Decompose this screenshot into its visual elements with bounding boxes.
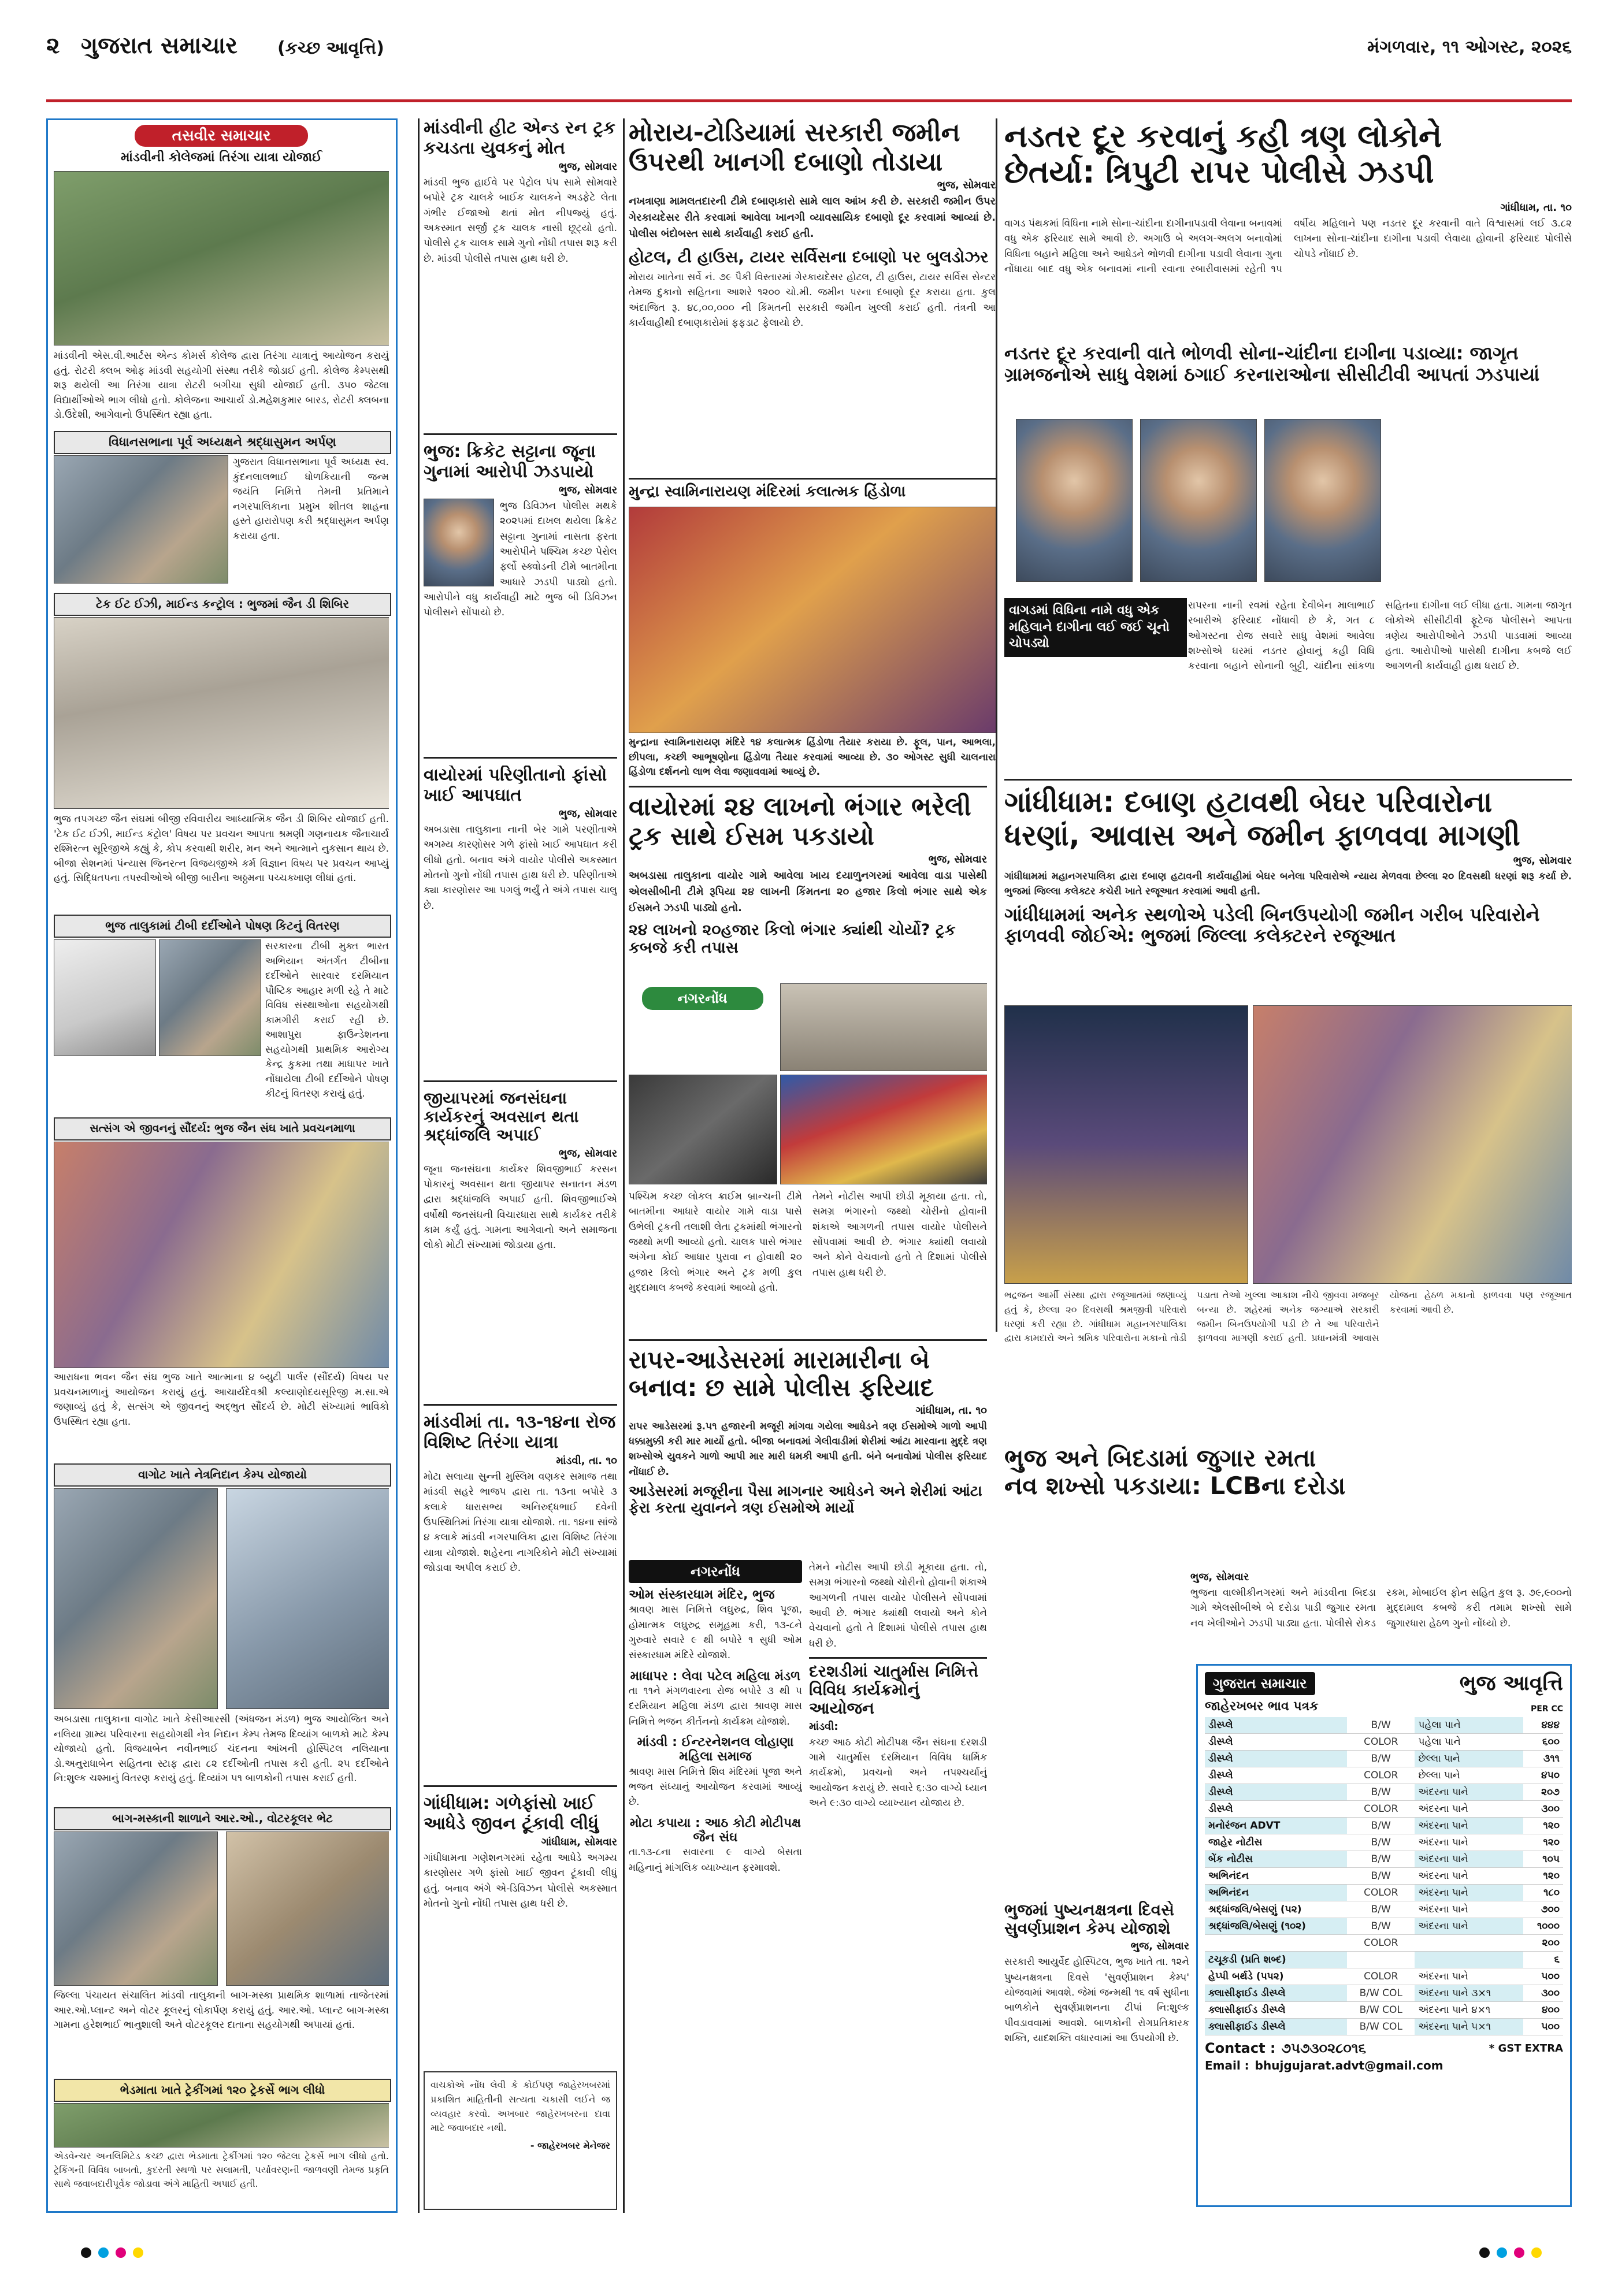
caption: માંડવીની એસ.વી.આર્ટસ એન્ડ કોમર્સ કોલેજ દ્વારા તિરંગા યાત્રાનું આયોજન કરાયું હતું. રોટરી ક્લબ ઓફ માંડવી સહયોગી સંસ્થા તરીકે જોડાઈ હતી. કોલેજ કેમ્પસથી શરૂ થયેલી આ તિરંગા યાત્રા રોટરી બગીચા સુધી યોજાઈ હતી. ૩૫૦ જેટલા વિદ્યાર્થીઓએ ભાગ લીધો હતો. કોલેજના આચાર્ય ડો.મહેશકુમાર બારડ, રોટરી ક્લબના ડો.ઉદેશી, આગેવાનો ઉપસ્થિત રહ્યા હતા. [54, 350, 389, 421]
rate-color-mode: COLOR [1347, 1885, 1415, 1901]
article-body: મોટા સલાયા સુન્ની મુસ્લિમ વણકર સમાજ તથા માંડવી સહરે ભાજપ દ્વારા તા. ૧૩ના બપોરે ૩ કલાકે ધારાસભ્ય અનિરુદ્ધભાઈ દવેની ઉપસ્થિતિમાં તિરંગા યાત્રા યોજાશે. તા. ૧૪ના સાંજે ૪ કલાકે માંડવી નગરપાલિકા દ્વારા વિશિષ્ટ તિરંગા યાત્રા યોજાશે. શહેરના નાગરિકોને મોટી સંખ્યામાં જોડાવા અપીલ કરાઈ છે. [424, 1471, 617, 1574]
truck-photo [780, 1075, 987, 1184]
lead-headline: વાયોરમાં ૨૪ લાખનો ભંગાર ભરેલી ટ્રક સાથે ઈસમ પકડાયો [629, 793, 971, 851]
story-tb-kit [54, 939, 389, 1113]
disclaimer-text: વાચકોએ નોંધ લેવી કે કોઈપણ જાહેરખબરમાં પ્રકાશિત માહિતીની સત્યતા ચકાસી લઈને જ વ્યવહાર કરવો. અખબાર જાહેરખબરના દાવા માટે જવાબદાર નથી. [431, 2079, 610, 2134]
rate-price: ૫૦૦ [1523, 1968, 1563, 1985]
notice-body: તા.૧૩-૮ના સવારના ૯ વાગ્યે બેસતા મહિનાનું માંગલિક વ્યાખ્યાન ફરમાવશે. [629, 1847, 802, 1874]
article-body: જૂના જનસંઘના કાર્યકર શિવજીભાઈ કરસન પોકારનું અવસાન થતા જીયાપર સનાતન મંડળ દ્વારા શ્રદ્ધાંજલિ અપાઈ હતી. શિવજીભાઈએ વર્ષોથી જનસંઘની વિચારધારા સાથે કાર્યકર તરીકે કામ કર્યું હતું. ગામના આગેવાનો અને સમાજના લોકો મોટી સંખ્યામાં જોડાયા હતા. [424, 1163, 617, 1251]
article-body: વાગડ પંથકમાં વિધિના નામે સોના-ચાંદીના દાગીનાપડાવી લેવાના બનાવમાં વધુ એક ફરિયાદ સામે આવી છે. અગાઉ બે અલગ-અલગ બનાવોમાં વિધિના બહાને મહિલા અને આધેડને ભોળવી દાગીના પડાવી લેવાના ગુના નોંધાયા બાદ વધુ એક બનાવમાં નાની રવાના રબારીવાસમાં રહેતી ૧૫ વર્ષીય મહિલાને પણ નડતર દૂર કરવાની વાતે વિશ્વાસમાં લઈ ૩.૮૨ લાખના સોના-ચાંદીના દાગીના પડાવી લેવાયા હોવાની ફરિયાદ પોલીસે ચોપડે નોંધાઈ છે. [1004, 218, 1572, 276]
rate-ad-type: ક્લાસીફાઈડ ડીસ્પ્લે [1205, 2002, 1347, 2019]
article-body: ભુજ ડિવિઝન પોલીસ મથકે ૨૦૨૫માં દાખલ થયેલા ક્રિકેટ સટ્ટાના ગુનામાં નાસતા ફરતા આરોપીને પશ્ચિમ કચ્છ પેરોલ ફર્લો સ્ક્વોડની ટીમે બાતમીના આધારે ઝડપી પાડ્યો હતો. આરોપીને વધુ કાર્યવાહી માટે ભુજ બી ડિવિઝન પોલીસને સોંપાયો છે. [424, 500, 617, 619]
article-body-continued: તેમને નોટીસ આપી છોડી મૂકાયા હતા. તો, સમગ્ર ભંગારનો જથ્થો ચોરીનો હોવાની શંકાએ આગળની તપાસ વાયોર પોલીસને સોંપવામાં આવી છે. ભંગાર ક્યાંથી લવાયો અને કોને વેચવાનો હતો તે દિશામાં પોલીસે તપાસ હાથ ધરી છે. [809, 1562, 987, 1649]
story-headline: સત્સંગ એ જીવનનું સૌંદર્ય: ભુજ જૈન સંઘ ખાતે પ્રવચનમાળા [54, 1117, 391, 1140]
rate-ad-type: ડીસ્પ્લે [1205, 1717, 1347, 1734]
caption: જિલ્લા પંચાયત સંચાલિત માંડવી તાલુકાની બાગ-મસ્કા પ્રાથમિક શાળામાં તાજેતરમાં આર.ઓ.પ્લાન્ટ અને વોટર કૂલરનું લોકાર્પણ કરાયું હતું. આર.ઓ. પ્લાન્ટ બાગ-મસ્કા ગામના હરેશભાઈ ભાનુશાલી અને વોટરકૂલર દાતાના સહયોગથી અપાયાં હતાં. [54, 1990, 389, 2031]
section-rule [1004, 779, 1572, 781]
rate-color-mode: B/W [1347, 1868, 1415, 1885]
photo [54, 455, 228, 584]
rate-price: ૩૦૦ [1523, 1801, 1563, 1818]
ad-disclaimer [424, 2071, 617, 2210]
rate-ad-type: ડીસ્પ્લે [1205, 1784, 1347, 1801]
rate-row [1205, 1784, 1563, 1801]
article-body: ગાંધીધામના ગણેશનગરમાં રહેતા આધેડે અગમ્ય કારણોસર ગળે ફાંસો ખાઈ જીવન ટૂંકાવી લીધું હતું. બનાવ અંગે એ-ડિવિઝન પોલીસે અકસ્માત મોતનો ગુનો નોંધી તપાસ હાથ ધરી છે. [424, 1852, 617, 1910]
police-station-photo [780, 983, 987, 1071]
rate-price: ૩૧૧ [1523, 1751, 1563, 1767]
caption: ગુજરાત વિધાનસભાના પૂર્વ અધ્યક્ષ સ્વ. કુંદનલાલભાઈ ધોળકિયાની જન્મ જયંતિ નિમિત્તે તેમની પ્રતિમાને નગરપાલિકાના પ્રમુખ શીતલ શાહના હસ્તે હારારોપણ કરી શ્રદ્ધાસુમન અર્પણ કરાયા હતા. [233, 456, 389, 542]
sub-headline: નડતર દૂર કરવાની વાતે ભોળવી સોના-ચાંદીના દાગીના પડાવ્યા: જાગૃત ગ્રામજનોએ સાધુ વેશમાં ઠગાઈ કરનારાઓના સીસીટીવી આપતાં ઝડપાયાં [1004, 342, 1540, 385]
section-rule [629, 786, 987, 787]
rate-ad-type: હેપ્પી બર્થડે (પપ૨) [1205, 1968, 1347, 1985]
story-suvarnaprashan [1004, 1901, 1189, 2207]
rate-color-mode: B/W [1347, 1901, 1415, 1918]
article-body: અબડાસા તાલુકાના નાની બેર ગામે પરણીતાએ અગમ્ય કારણોસર ગળે ફાંસો ખાઈ આપઘાત કરી લીધો હતો. બનાવ અંગે વાયોર પોલીસે અકસ્માત મોતનો ગુનો નોંધી તપાસ હાથ ધરી છે. પરિણીતાએ ક્યા કારણોસર આ પગલું ભર્યું તે અંગે તપાસ ચાલુ છે. [424, 824, 617, 912]
accused-photo-1 [1016, 419, 1133, 582]
story-headline: ભુજ તાલુકામાં ટીબી દર્દીઓને પોષણ કિટનું વિતરણ [54, 915, 391, 938]
lead-body [1004, 199, 1572, 338]
rate-row [1205, 1935, 1563, 1952]
rate-page: છેલ્લા પાને [1415, 1751, 1523, 1767]
rate-ad-type: શ્રદ્ધાંજલિ/બેસણું (૧૦૨) [1205, 1918, 1347, 1935]
rate-price: ૨૦૦ [1523, 1935, 1563, 1952]
article-headline: માંડવીની હીટ એન્ડ રન ટ્રક કચડતા યુવકનું મોત [424, 118, 615, 158]
article-hit-and-run [424, 118, 617, 430]
ad-rate-card [1196, 1664, 1572, 2207]
rate-page: પહેલા પાને [1415, 1717, 1523, 1734]
rate-price: ૧૦૫ [1523, 1851, 1563, 1868]
article-body: કચ્છ આઠ કોટી મોટીપક્ષ જૈન સંઘના દરશડી ગામે ચાતુર્માસ દરમિયાન વિવિધ ધાર્મિક કાર્યક્રમો, પ્રવચનો અને તપશ્ચર્યાનું આયોજન કરાયું છે. સવારે ૬:૩૦ વાગ્યે ધ્યાન અને ૯:૩૦ વાગ્યે વ્યાખ્યાન યોજાય છે. [809, 1736, 987, 1809]
article-body: તેમને નોટીસ આપી છોડી મૂકાયા હતા. તો, સમગ્ર ભંગારનો જથ્થો ચોરીનો હોવાની શંકાએ આગળની તપાસ વાયોર પોલીસને સોંપવામાં આવી છે. ભંગાર ક્યાંથી લવાયો અને કોને વેચવાનો હતો તે દિશામાં પોલીસે તપાસ હાથ ધરી છે. [812, 1191, 987, 1279]
article-body-continued: રાપરના નાની રવમાં રહેતા દેવીબેન માલાભાઈ રબારીએ ફરિયાદ નોંધાવી છે કે, ગત ૮ ઓગસ્ટના રોજ સવારે સાધુ વેશમાં આવેલા શખ્સોએ ઘરમાં નડતર હોવાનું કહી વિધિ કરવાના બહાને સોનાની બુટ્ટી, ચાંદીના સાંકળા સહિતના દાગીના લઈ લીધા હતા. ગામના જાગૃત લોકોએ સીસીટીવી ફૂટેજ પોલીસને આપતા ત્રણેય આરોપીઓને ઝડપી પાડવામાં આવ્યા હતા. આરોપીઓ પાસેથી દાગીના કબજે લઈ આગળની કાર્યવાહી હાથ ધરાઈ છે. [1188, 600, 1572, 673]
article-body: મોરાય ખાતેના સર્વે નં. ૭૯ પૈકી વિસ્તારમાં ગેરકાયદેસર હોટલ, ટી હાઉસ, ટાયર સર્વિસ સેન્ટર તેમજ દુકાનો સહિતના આશરે ૧૨૦૦ ચો.મી. જમીન પરના દબાણો દૂર કરાયા હતા. કુલ અંદાજિત રૂ. ૪૮,૦૦,૦૦૦ ની કિંમતની સરકારી જમીન ખુલ્લી કરાઈ હતી. તંત્રની આ કાર્યવાહીથી દબાણકારોમાં ફફડાટ ફેલાયો છે. [629, 272, 996, 329]
article-dateline: ભુજ, સોમવાર [558, 1147, 617, 1160]
photo [424, 499, 494, 586]
rate-row [1205, 2002, 1563, 2019]
rate-page [1415, 1952, 1523, 1968]
rate-color-mode: B/W COL [1347, 2002, 1415, 2019]
rate-page: છેલ્લા પાને [1415, 1767, 1523, 1784]
rate-ad-type: ટચૂકડી (પ્રતિ શબ્દ) [1205, 1952, 1347, 1968]
rate-row [1205, 1818, 1563, 1834]
article-headline: વાયોરમાં પરિણીતાનો ફાંસો ખાઈ આપઘાત [424, 766, 607, 805]
rate-table [1205, 1717, 1563, 2035]
article-body: પશ્ચિમ કચ્છ લોકલ ક્રાઈમ બ્રાન્ચની ટીમે બાતમીના આધારે વાયોર ગામે વાડા પાસે ઉભેલી ટ્રકની તલાશી લેતા ટ્રકમાંથી ભંગારનો જથ્થો મળી આવ્યો હતો. ચાલક પાસે ભંગાર અંગેના કોઈ આધાર પુરાવા ન હોવાથી ૨૦ હજાર કિલો ભંગાર અને ટ્રક મળી કુલ મુદ્દામાલ કબજે કરવામાં આવ્યો હતો. [629, 1191, 802, 1294]
rate-ad-type: ડીસ્પ્લે [1205, 1734, 1347, 1751]
rate-page: અંદરના પાને [1415, 1801, 1523, 1818]
article-headline: ભુજમાં પુષ્યનક્ષત્રના દિવસે સુવર્ણપ્રાશન કેમ્પ યોજાશે [1004, 1901, 1174, 1938]
rate-page: અંદરના પાને [1415, 1784, 1523, 1801]
article-dateline: ભુજ, સોમવાર [1130, 1940, 1189, 1953]
rate-row [1205, 1918, 1563, 1935]
article-dateline: ભુજ, સોમવાર [558, 484, 617, 496]
rate-color-mode: COLOR [1347, 1767, 1415, 1784]
news-column-2 [424, 118, 617, 2213]
photo [226, 1488, 389, 1709]
rate-page: અંદરના પાને ૫×૧ [1415, 2019, 1523, 2035]
article-tiranga-mandvi [424, 1413, 617, 1782]
rate-ad-type: ડીસ્પ્લે [1205, 1767, 1347, 1784]
caption: સરકારના ટીબી મુક્ત ભારત અભિયાન અંતર્ગત ટીબીના દર્દીઓને સારવાર દરમિયાન પૌષ્ટિક આહાર મળી રહે તે માટે વિવિધ સંસ્થાઓના સહયોગથી કામગીરી કરાઈ રહી છે. આશાપુરા ફાઉન્ડેશનના સહયોગથી પ્રાથમિક આરોગ્ય કેન્દ્ર કુકમા તથા માધાપર ખાતે નોંધાયેલા ટીબી દર્દીઓને પોષણ કીટનું વિતરણ કરાયું હતું. [265, 941, 389, 1099]
notice-headline: માધાપર : લેવા પટેલ મહિલા મંડળ [630, 1669, 801, 1684]
lead-headline-line1: નડતર દૂર કરવાનું કહી ત્રણ લોકોને [1004, 118, 1442, 154]
section-label: તસવીર સમાચાર [135, 125, 308, 147]
rate-row [1205, 1767, 1563, 1784]
masthead-rule [46, 99, 1572, 102]
registration-mark [81, 2247, 91, 2258]
rate-ad-type: જાહેર નોટીસ [1205, 1834, 1347, 1851]
photo [159, 939, 261, 1056]
registration-mark [1497, 2247, 1507, 2258]
rate-row [1205, 1834, 1563, 1851]
rate-ad-type: ક્લાસીફાઈડ ડીસ્પ્લે [1205, 2019, 1347, 2035]
story-gandhidham-protest [1004, 786, 1572, 1436]
rate-price: ૧૨૦ [1523, 1868, 1563, 1885]
article-rule [424, 1785, 617, 1787]
photo [54, 1142, 389, 1368]
rate-ad-type: મનોરંજન ADVT [1205, 1818, 1347, 1834]
article-dateline: ભુજ, સોમવાર [1513, 855, 1572, 867]
article-body: ભુજના વાલ્મીકીનગરમાં અને માંડવીના બિદડા ગામે એલસીબીએ બે દરોડા પાડી જુગાર રમતા નવ ખેલીઓને ઝડપી પાડ્યા હતા. પોલીસે રોકડ રકમ, મોબાઈલ ફોન સહિત કુલ રૂ. ૭૯,૯૦૦નો મુદ્દામાલ કબજે કરી તમામ શખ્સો સામે જુગારધારા હેઠળ ગુનો નોંધ્યો છે. [1190, 1587, 1572, 1629]
article-dateline: ગાંધીધામ, તા. ૧૦ [915, 1404, 987, 1417]
article-headline: દરશડીમાં ચાતુર્માસ નિમિત્તે વિવિધ કાર્યક્રમોનું આયોજન [809, 1662, 979, 1718]
notice-body: તા ૧૧ને મંગળવારના રોજ બપોરે ૩ થી ૫ દરમિયાન મહિલા મંડળ દ્વારા શ્રાવણ માસ નિમિત્તે ભજન કીર્તનનો કાર્યક્રમ યોજાશે. [629, 1685, 802, 1727]
article-gandhidham-suicide [424, 1794, 617, 2048]
rate-page: અંદરના પાને [1415, 1851, 1523, 1868]
highlight-box: વાગડમાં વિધિના નામે વધુ એક મહિલાને દાગીના લઈ જઈ ચૂનો ચોપડ્યો [1004, 598, 1187, 657]
masthead [35, 29, 1583, 64]
contact-label: Contact : [1205, 2040, 1276, 2056]
story-headline: વાગોટ ખાતે નેત્રનિદાન કેમ્પ યોજાયો [54, 1463, 391, 1487]
caption: ભુજ તપગચ્છ જૈન સંઘમાં બીજી રવિવારીય આધ્યાત્મિક જૈન ડી શિબિર યોજાઈ હતી. 'ટેક ઈટ ઈઝી, માઈન્ડ કંટ્રોલ' વિષય પર પ્રવચન આપતા શ્રમણી ગણનાયક જૈનાચાર્ય રશ્મિરત્ન સૂરિજીએ કહ્યું કે, કોપ કરવાથી શરીર, મન અને આત્માને નુકસાન થાય છે. બીજા સેશનમાં પંન્યાસ જિનરત્ન વિજયજીએ કર્મ વિજ્ઞાન વિષય પર પ્રવચન આપ્યું હતું. સિદ્ધિતપના તપસ્વીઓએ બીજી બારીના અઠ્ઠમના પચ્ચક્ખાણ લીધાં હતાં. [54, 813, 389, 884]
gst-note: * GST EXTRA [1489, 2042, 1563, 2054]
article-rule [424, 1080, 617, 1082]
registration-mark [1514, 2247, 1524, 2258]
rate-row [1205, 1801, 1563, 1818]
rate-row [1205, 1717, 1563, 1734]
rate-ad-type: અભિનંદન [1205, 1868, 1347, 1885]
column-rule [996, 118, 997, 1332]
column-rule [623, 118, 625, 2213]
story-gambling-raid [1004, 1444, 1572, 1560]
story-ro-plant [54, 1831, 389, 2074]
story-eye-camp [54, 1488, 389, 1803]
caption: આરાધના ભવન જૈન સંઘ ભુજ ખાતે આત્માના ૪ બ્યુટી પાર્લર (સૌંદર્ય) વિષય પર પ્રવચનમાળાનું આયોજન કરાયું હતું. આચાર્યદેવશ્રી કલ્યાણોદયસૂરિજી મ.સા.એ જણાવ્યું હતું કે, સત્સંગ એ જીવનનું અદ્ભુત સૌંદર્ય છે. મોટી સંખ્યામાં ભાવિકો ઉપસ્થિત રહ્યા હતા. [54, 1372, 389, 1428]
article-lead: નખત્રાણા મામલતદારની ટીમે દબાણકારો સામે લાલ આંખ કરી છે. સરકારી જમીન ઉપર ગેરકાયદેસર રીતે કરવામાં આવેલા ખાનગી વ્યાવસાયિક દબાણો દૂર કરવામાં આવ્યાં છે. પોલીસ બંદોબસ્ત સાથે કાર્યવાહી કરાઈ હતી. [629, 195, 996, 240]
rate-color-mode: B/W [1347, 1851, 1415, 1868]
nagarnondh-tag: નગરનોંધ [642, 987, 763, 1010]
rate-page: પહેલા પાને [1415, 1734, 1523, 1751]
story-jain-shibir [54, 617, 389, 909]
rate-color-mode: B/W [1347, 1918, 1415, 1935]
rate-price: ૧૦૦૦ [1523, 1918, 1563, 1935]
photo-caption: મુન્દ્રાના સ્વામિનારાયણ મંદિરે ૧૪ કલાત્મક હિંડોળા તૈયાર કરાયા છે. ફૂલ, પાન, આભલા, છીપલા, કચ્છી આભૂષણોના હિંડોળા તૈયાર કરવામાં આવ્યા છે. ૩૦ ઓગસ્ટ સુધી ચાલનારા હિંડોળા દર્શનનો લાભ લેવા જણાવવામાં આવ્યું છે. [629, 737, 996, 778]
rate-page: અંદરના પાને ૩×૧ [1415, 1985, 1523, 2002]
rate-row [1205, 1751, 1563, 1767]
rate-color-mode: B/W [1347, 1784, 1415, 1801]
notice-headline: માંડવી : ઈન્ટરનેશનલ લોહાણા મહિલા સમાજ [637, 1735, 794, 1764]
story-headline: ભેડમાતા ખાતે ટ્રેકીંગમાં ૧૨૦ ટ્રેકર્સે ભાગ લીધો [54, 2079, 391, 2102]
rate-page: અંદરના પાને ૪×૧ [1415, 2002, 1523, 2019]
notice-headline: મોટા કપાયા : આઠ કોટી મોટીપક્ષ જૈન સંઘ [629, 1815, 801, 1845]
article-suicide-vayor [424, 766, 617, 1078]
notice-headline: ઓમ સંસ્કારધામ મંદિર, ભુજ [629, 1588, 775, 1602]
article-headline: ભુજ: ક્રિકેટ સટ્ટાના જૂના ગુનામાં આરોપી ઝડપાયો [424, 442, 596, 482]
story-headline: ટેક ઈટ ઈઝી, માઈન્ડ કન્ટ્રોલ : ભુજમાં જૈન ડી શિબિર [54, 593, 391, 616]
rate-row [1205, 1985, 1563, 2002]
rate-color-mode: B/W [1347, 1818, 1415, 1834]
rate-row [1205, 1968, 1563, 1985]
article-cricket-betting [424, 442, 617, 754]
lead-headline-line2: ધરણાં, આવાસ અને જમીન ફાળવવા માગણી [1004, 818, 1520, 852]
rate-price: ૪૪૪ [1523, 1717, 1563, 1734]
rate-page: અંદરના પાને [1415, 1901, 1523, 1918]
registration-mark [133, 2247, 143, 2258]
article-lead: અબડાસા તાલુકાના વાયોર ગામે આવેલા ખાય દયાળુનગરમાં આવેલા વાડા પાસેથી એલસીબીની ટીમે રૂપિયા ૨૪ લાખની કિંમતના ૨૦ હજાર કિલો ભંગાર સાથે એક ઈસમને ઝડપી પાડ્યો હતો. [629, 870, 987, 914]
rate-row [1205, 2019, 1563, 2035]
story-darshadi-chaturmas [809, 1560, 987, 2207]
story-satsang [54, 1142, 389, 1459]
photo [54, 1831, 218, 1986]
rate-page: અંદરના પાને [1415, 1918, 1523, 1935]
photo [54, 617, 389, 809]
article-dateline: ભુજ, સોમવાર [937, 179, 996, 192]
article-dateline: ભુજ, સોમવાર [558, 161, 617, 173]
rate-color-mode: COLOR [1347, 1935, 1415, 1952]
story-headline: માંડવીની કોલેજમાં તિરંગા યાત્રા યોજાઈ [120, 150, 322, 165]
article-rule [809, 1657, 987, 1659]
sub-headline: ગાંધીધામમાં અનેક સ્થળોએ પડેલી બિનઉપયોગી જમીન ગરીબ પરિવારોને ફાળવવી જોઈએ: ભુજમાં જિલ્લા કલેક્ટરને રજૂઆત [1004, 903, 1540, 947]
rate-row [1205, 1885, 1563, 1901]
lead-headline: મોરાય-ટોડિયામાં સરકારી જમીન ઉપરથી ખાનગી દબાણો તોડાયા [629, 118, 960, 177]
rate-page [1415, 1935, 1523, 1952]
rate-card-brand: ગુજરાત સમાચાર [1205, 1672, 1315, 1695]
article-dateline: ગાંધીધામ, સોમવાર [541, 1836, 617, 1848]
notice-body: શ્રાવણ માસ નિમિત્તે લઘુરુદ્ર, શિવ પૂજા, હોમાત્મક લઘુરુદ્ર સમૂહમા કરી, ૧૩-૮ને ગુરુવારે સવારે ૯ થી બપોરે ૧ સુધી ઓમ સંસ્કારધામ મંદિરે યોજાશે. [629, 1604, 802, 1662]
article-rule [424, 757, 617, 759]
rate-page: અંદરના પાને [1415, 1834, 1523, 1851]
article-headline: ગાંધીધામ: ગળેફાંસો ખાઈ આધેડે જીવન ટૂંકાવી લીધું [424, 1794, 599, 1834]
rate-row [1205, 1851, 1563, 1868]
page-number: ૨ [46, 32, 60, 59]
scrap-photo [629, 1075, 777, 1184]
rate-card-unit: PER CC [1530, 1704, 1563, 1714]
rate-card-edition: ભુજ આવૃત્તિ [1459, 1671, 1563, 1695]
article-headline: માંડવીમાં તા. ૧૩-૧૪ના રોજ વિશિષ્ટ તિરંગા યાત્રા [424, 1413, 616, 1452]
story-fake-sadhu [1004, 118, 1572, 774]
story-headline: વિધાનસભાના પૂર્વ અધ્યક્ષને શ્રદ્ધાસુમન અર્પણ [54, 431, 391, 454]
issue-date: મંગળવાર, ૧૧ ઓગસ્ટ, ૨૦૨૬ [1367, 37, 1572, 57]
rate-price: ૪૫૦ [1523, 1767, 1563, 1784]
rate-price: ૪૦૦ [1523, 2002, 1563, 2019]
lead-headline-line2: છેતર્યા: ત્રિપુટી રાપર પોલીસે ઝડપી [1004, 154, 1434, 191]
photo [226, 1831, 389, 1986]
disclaimer-signature: - જાહેરખબર મેનેજર [530, 2140, 610, 2152]
email-label: Email : [1205, 2059, 1249, 2072]
rate-price: ૬ [1523, 1952, 1563, 1968]
rate-price: ૨૦૭ [1523, 1784, 1563, 1801]
photo [54, 2103, 389, 2148]
article-dateline: ભુજ, સોમવાર [928, 853, 987, 866]
column-rule [418, 118, 420, 2213]
nagarnondh-header: નગરનોંધ [629, 1560, 802, 1583]
rate-color-mode: B/W COL [1347, 1985, 1415, 2002]
rate-page: અંદરના પાને [1415, 1818, 1523, 1834]
rate-ad-type: ક્લાસીફાઈડ ડીસ્પ્લે [1205, 1985, 1347, 2002]
lead-headline: રાપર-આડેસરમાં મારામારીના બે બનાવ: છ સામે પોલીસ ફરિયાદ [629, 1346, 934, 1402]
photo [54, 1488, 218, 1709]
rate-ad-type: ડીસ્પ્લે [1205, 1751, 1347, 1767]
story-tribute [54, 455, 389, 588]
nagarnondh-column [629, 1560, 802, 2207]
newspaper-name: ગુજરાત સમાચાર [81, 32, 237, 59]
story-scrap-truck [629, 793, 987, 1336]
protest-photo-night [1004, 1005, 1248, 1284]
photo [54, 171, 389, 345]
registration-mark [98, 2247, 109, 2258]
notice-body: શ્રાવણ માસ નિમિત્તે શિવ મંદિરમાં પૂજા અને ભજન સંધ્યાનું આયોજન કરવામાં આવ્યું છે. [629, 1766, 802, 1808]
rate-price: ૭૦૦ [1523, 1901, 1563, 1918]
photo-headline: મુન્દ્રા સ્વામિનારાયણ મંદિરમાં કલાત્મક હિંડોળા [629, 483, 906, 500]
rate-row [1205, 1734, 1563, 1751]
article-body: સરકારી આયુર્વેદ હોસ્પિટલ, ભુજ ખાતે તા. ૧૨ને પુષ્યનક્ષત્રના દિવસે 'સુવર્ણપ્રાશન કેમ્પ' યોજવામાં આવશે. જેમાં જન્મથી ૧૬ વર્ષ સુધીના બાળકોને સુવર્ણપ્રાશનના ટીપાં નિ:શુલ્ક પીવડાવવામાં આવશે. બાળકોની રોગપ્રતિકારક શક્તિ, યાદશક્તિ વધારવામાં આ ઉપયોગી છે. [1004, 1956, 1189, 2045]
article-dateline: ભુજ, સોમવાર [558, 808, 617, 820]
rate-page: અંદરના પાને [1415, 1968, 1523, 1985]
caption: એડવેન્ચર અનલિમિટેડ કચ્છ દ્વારા ભેડમાતા ટ્રેકીંગમાં ૧૨૦ જેટલા ટ્રેકર્સે ભાગ લીધો હતો. ટ્રેકિંગની વિવિધ બાબતો, કુદરતી સ્થળો પર સલામતી, પર્યાવરણની જાળવણી તેમજ પ્રકૃતિ સાથે જવાબદારીપૂર્વક જોડાવા અંગે માહિતી અપાઈ હતી. [54, 2150, 389, 2189]
rate-color-mode: COLOR [1347, 1968, 1415, 1985]
section-rule [629, 1339, 987, 1341]
story-headline: બાગ-મસ્કાની શાળાને આર.ઓ., વોટરકૂલર ભેટ [54, 1807, 391, 1830]
sub-headline: ૨૪ લાખનો ૨૦હજાર કિલો ભંગાર ક્યાંથી ચોર્યો? ટ્રક કબજે કરી તપાસ [629, 920, 956, 957]
article-rule [424, 1404, 617, 1406]
accused-photo-3 [1264, 419, 1381, 582]
registration-mark [1531, 2247, 1542, 2258]
rate-row [1205, 1868, 1563, 1885]
rate-color-mode: B/W [1347, 1751, 1415, 1767]
rate-row [1205, 1952, 1563, 1968]
nagarnondh-label [629, 983, 776, 1013]
story-gambling-body [1190, 1569, 1572, 1661]
article-lead: રાપર આડેસરમાં રૂ.૫૧ હજારની મજૂરી માંગવા ગયેલા આધેડને ત્રણ ઈસમોએ ગાળો આપી ધક્કામુક્કી કરી માર માર્યો હતો. બીજા બનાવમાં ગેલીવાડીમાં શેરીમાં આંટા મારવાના મુદ્દે ત્રણ શખ્સોએ યુવકને ગાળો આપી માર મારી ધમકી આપી હતી. બંને બનાવોમાં પોલીસ ફરિયાદ નોંધાઈ છે. [629, 1420, 987, 1478]
contact-phone[interactable]: ૭૫૭૩૦૨૮૦૧૬ [1281, 2040, 1367, 2056]
rate-row [1205, 1901, 1563, 1918]
contact-email[interactable]: bhujgujarat.advt@gmail.com [1255, 2059, 1443, 2072]
article-dateline: માંડવી, તા. ૧૦ [556, 1455, 617, 1467]
rate-card-title: જાહેરખબર ભાવ પત્રક [1205, 1699, 1319, 1714]
article-rule [424, 433, 617, 435]
rate-price: ૧૨૦ [1523, 1834, 1563, 1851]
article-lead: ગાંધીધામમાં મહાનગરપાલિકા દ્વારા દબાણ હટાવની કાર્યવાહીમાં બેઘર બનેલા પરિવારોએ ન્યાય મેળવવા છેલ્લા ૨૦ દિવસથી ધરણાં શરૂ કર્યા છે. ભુજમાં જિલ્લા કલેક્ટર કચેરી ખાતે રજૂઆત કરવામાં આવી હતી. [1004, 871, 1572, 898]
lead-headline-line1: ભુજ અને બિદડામાં જુગાર રમતા [1004, 1444, 1316, 1472]
rate-color-mode: B/W COL [1347, 2019, 1415, 2035]
story-rapar-fight [629, 1346, 987, 1554]
article-tribute-jiyapar [424, 1089, 617, 1401]
article-dateline: માંડવી: [809, 1720, 838, 1733]
article-dateline: ભુજ, સોમવાર [1190, 1571, 1249, 1583]
sub-headline: આડેસરમાં મજૂરીના પૈસા માગનાર આધેડને અને શેરીમાં આંટા ફેરા કરતા યુવાનને ત્રણ ઈસમોએ માર્યો [629, 1482, 982, 1516]
rate-price: ૫૦૦ [1523, 2019, 1563, 2035]
caption: અબડાસા તાલુકાના વાગોટ ખાતે કેસીઆરસી (અંધજન મંડળ) ભુજ આયોજિત અને નલિયા ગ્રામ્ય પરિવારના સહયોગથી નેત્ર નિદાન કેમ્પ તેમજ દિવ્યાંગ બાળકો માટે કેમ્પ યોજાયો હતો. વિજયાબેન નવીનભાઈ ચંદનના આંખની હોસ્પિટલ નલિયાના ડો.અનુરાધાબેન સહિતના સ્ટાફ દ્વારા ૮૨ દર્દીઓની તપાસ કરી હતી. ૨૫ દર્દીઓને નિ:શુલ્ક ચશ્માનું વિતરણ કરાયું હતું. દિવ્યાંગ ૫૧ બાળકોની તપાસ કરાઈ હતી. [54, 1714, 389, 1784]
rate-page: અંદરના પાને [1415, 1868, 1523, 1885]
registration-mark [116, 2247, 126, 2258]
rate-ad-type: ડીસ્પ્લે [1205, 1801, 1347, 1818]
article-rule [629, 478, 996, 480]
story-tiranga-yatra [54, 150, 389, 428]
rate-color-mode: COLOR [1347, 1801, 1415, 1818]
sub-headline: હોટલ, ટી હાઉસ, ટાયર સર્વિસના દબાણો પર બુલડોઝર [629, 247, 989, 266]
rate-ad-type [1205, 1935, 1347, 1952]
rate-color-mode: COLOR [1347, 1734, 1415, 1751]
picture-news-column [46, 118, 398, 2213]
lead-headline-line2: નવ શખ્સો પકડાયા: LCBના દરોડા [1004, 1472, 1346, 1500]
story-trekking [54, 2103, 389, 2210]
article-body: ભદ્રજન આર્મી સંસ્થા દ્વારા રજૂઆતમાં જણાવ્યું હતું કે, છેલ્લા ૨૦ દિવસથી શ્રમજીવી પરિવારો ધરણાં કરી રહ્યા છે. ગાંધીધામ મહાનગરપાલિકા દ્વારા કામદારો અને શ્રમિક પરિવારોના મકાનો તોડી પડાતા તેઓ ખુલ્લા આકાશ નીચે જીવવા મજબૂર બન્યા છે. શહેરમાં અનેક જગ્યાએ સરકારી જમીન બિનઉપયોગી પડી છે તે આ પરિવારોને ફાળવવા માગણી કરાઈ હતી. પ્રધાનમંત્રી આવાસ યોજના હેઠળ મકાનો ફાળવવા પણ રજૂઆત કરવામાં આવી છે. [1004, 1290, 1572, 1344]
article-dateline: ગાંધીધામ, તા. ૧૦ [1500, 202, 1572, 214]
edition-label: (કચ્છ આવૃત્તિ) [277, 38, 384, 58]
story-moray-todiya [629, 118, 996, 783]
rate-price: ૩૦૦ [1523, 1985, 1563, 2002]
article-body: માંડવી ભુજ હાઈવે પર પેટ્રોલ પંપ સામે સોમવારે બપોરે ટ્રક ચાલકે બાઈક ચાલકને અડફેટે લેતા ગંભીર ઈજાઓ થતાં મોત નીપજ્યું હતું. અકસ્માત સર્જી ટ્રક ચાલક નાસી છૂટ્યો હતો. પોલીસે ટ્રક ચાલક સામે ગુનો નોંધી તપાસ શરૂ કરી છે. માંડવી પોલીસે તપાસ હાથ ધરી છે. [424, 177, 617, 265]
protest-photo-crowd [1253, 1005, 1572, 1284]
accused-photo-2 [1140, 419, 1257, 582]
article-headline: જીયાપરમાં જનસંઘના કાર્યકરનું અવસાન થતા શ્રદ્ધાંજલિ અપાઈ [424, 1089, 579, 1145]
rate-color-mode: B/W [1347, 1834, 1415, 1851]
rate-color-mode [1347, 1952, 1415, 1968]
rate-price: ૧૨૦ [1523, 1818, 1563, 1834]
rate-price: ૬૦૦ [1523, 1734, 1563, 1751]
rate-ad-type: શ્રદ્ધાંજલિ/બેસણું (૫૨) [1205, 1901, 1347, 1918]
rate-ad-type: બેંક નોટીસ [1205, 1851, 1347, 1868]
hindola-photo [629, 507, 996, 733]
rate-ad-type: અભિનંદન [1205, 1885, 1347, 1901]
rate-page: અંદરના પાને [1415, 1885, 1523, 1901]
lead-headline-line1: ગાંધીધામ: દબાણ હટાવથી બેઘર પરિવારોના [1004, 786, 1493, 819]
registration-mark [1479, 2247, 1490, 2258]
rate-color-mode: B/W [1347, 1717, 1415, 1734]
photo [54, 939, 156, 1056]
rate-price: ૧૮૦ [1523, 1885, 1563, 1901]
